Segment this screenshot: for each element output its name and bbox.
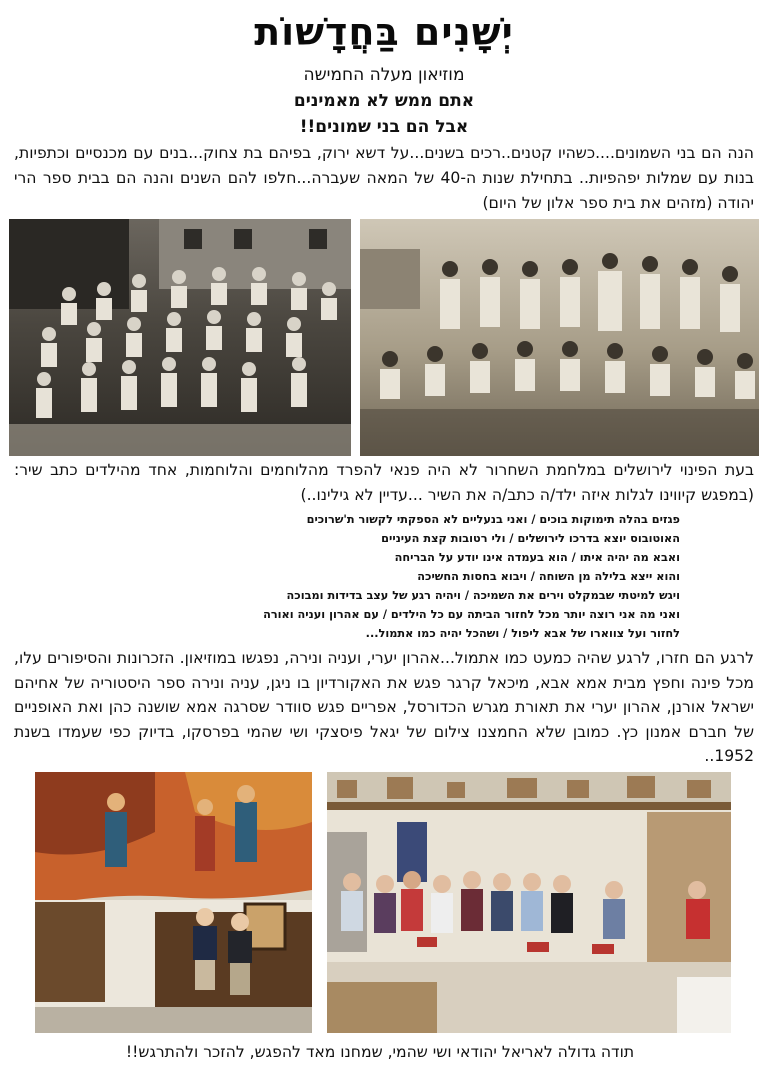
poem-line: לחזור ועל צווארו של אבא ליפול / ושהכל יהיה כמו אתמול... [365,627,680,640]
fresco-photo [35,772,312,1033]
poem-line: האוטובוס יוצא בדרכו לירושלים / ולי רטובות קצת העיניים [381,532,680,545]
headline-2: אבל הם בני שמונים!! [299,117,469,137]
poem-line: והוא ייצא בלילה מן השוחה / ויבוא בחסות החשיכה [417,570,680,583]
thank-you-line: תודה גדולה לאריאל יהודאי ושי שהמי, שמחנו מאד להפגש, להזכר ולהתרגש!! [125,1043,635,1061]
group-photo-1940s-b [360,219,759,456]
museum-group-photo [327,772,731,1033]
group-photo-1940s-a [9,219,351,456]
intro-paragraph: הנה הם בני השמונים....כשהיו קטנים..רכים בשנים...על דשא ירוק, בפיהם בת צחוק...בנים עם מכנסיים וכתפיות, בנות עם שמלות יפהפיות.. בתחילת שנות ה-40 של המאה שעברה...חלפו להם השנים והנה הם בבית ספר הרי יהודה (מזהים את בית ספר אלון של היום) [14,144,754,212]
poem-line: פגזים בהלה תימוקות בוכים / ואני בנעליים לא הספקתי לקשור ת'שרוכים [306,513,680,526]
evacuation-paragraph: בעת הפינוי לירושלים במלחמת השחרור לא היה פנאי להפרד מהלוחמים והלוחמות, אחד מהילדים כתב שיר: (במפגש קיווינו לגלות איזה ילד/ה כתב/ה את השיר ...עדיין לא גילינו..) [14,461,754,504]
reunion-paragraph: לרגע הם חזרו, לרגע שהיה כמעט כמו אתמול...אהרון יערי, ועניה ונירה, נפגשו במוזיאון. הזכרונות והסיפורים עלו, מכל פינה וחפץ מבית אמא אבא, מיכאל קרגר פגש את האקורדיון בו ניגן, עניה ונירה ספר היסטוריה של אחיהם ישראל אורנן, אהרון יערי את תאורת מגרש הכדורסל, אפריים פגש סוודר שסרגה אמא שושנה כהן ואת האופניים של חברם אמנון כץ. כמובן שלא החמצנו צילום של יגאל פיסצקי ושי שהמי בפרסקו, בדיוק כפי שעמדו בשנת 1952.. [14,649,754,765]
headline-1: אתם ממש לא מאמינים [293,91,475,111]
poem-line: ואני מה אני רוצה יותר מכל לחזור הביתה עם כל הילדים / עם אהרון ועניה ואורה [263,608,680,621]
poem-line: ואבא מה יהיה איתו / הוא בעמדה אינו יודע על הבריחה [394,551,680,564]
museum-name: מוזיאון מעלה החמישה [303,65,465,85]
page-title: יְשָׁנִים בַּחֲדָשׁוֹת [254,10,514,54]
poem-line: ויגש למיטתי שבמקלט וירים את השמיכה / ויהיה רגע של עצב בדידות ומבוכה [286,589,680,602]
children-poem [150,510,680,643]
